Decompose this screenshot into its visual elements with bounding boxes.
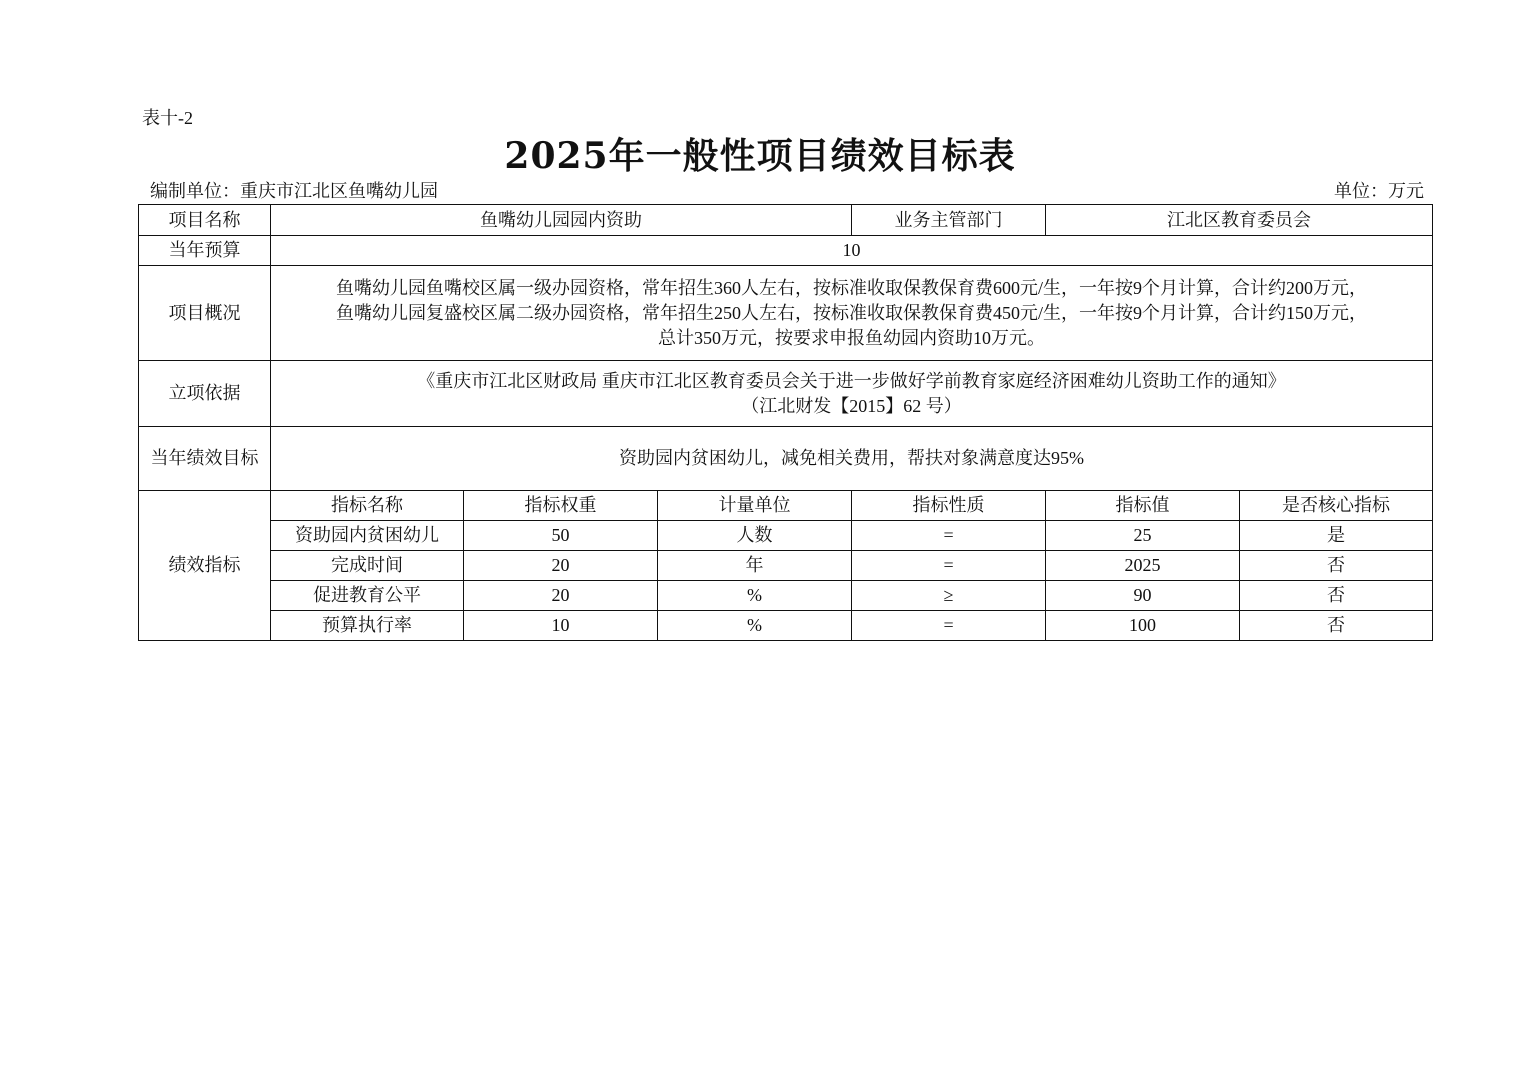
- indicator-value: 2025: [1046, 551, 1240, 581]
- budget-value: 10: [271, 236, 1433, 266]
- basis-value: [271, 361, 1433, 427]
- performance-table: [138, 204, 1433, 641]
- currency-unit: 单位：万元: [1334, 181, 1424, 201]
- basis-line: （江北财发【2015】62 号）: [741, 395, 962, 416]
- indicator-core: 否: [1240, 611, 1433, 641]
- overview-row: [139, 266, 1433, 361]
- overview-line: 总计350万元，按要求申报鱼幼园内资助10万元。: [658, 327, 1045, 348]
- indicator-header-row: [139, 491, 1433, 521]
- indicator-value: 90: [1046, 581, 1240, 611]
- header-cell: 是否核心指标: [1240, 491, 1433, 521]
- header-cell: 计量单位: [658, 491, 852, 521]
- indicator-unit: 人数: [658, 521, 852, 551]
- budget-row: [139, 236, 1433, 266]
- indicator-nature: =: [852, 521, 1046, 551]
- overview-line: 鱼嘴幼儿园鱼嘴校区属一级办园资格，常年招生360人左右，按标准收取保教保育费600元/生，一年按9个月计算，合计约200万元，: [336, 277, 1367, 298]
- indicator-unit: %: [658, 611, 852, 641]
- budget-label: 当年预算: [139, 236, 271, 266]
- goal-label: 当年绩效目标: [139, 427, 271, 491]
- header-cell: 指标值: [1046, 491, 1240, 521]
- indicator-row: [139, 581, 1433, 611]
- compiling-unit: 编制单位：重庆市江北区鱼嘴幼儿园: [150, 181, 438, 201]
- indicator-nature: =: [852, 551, 1046, 581]
- project-name-value: 鱼嘴幼儿园园内资助: [271, 205, 852, 236]
- overview-line: 鱼嘴幼儿园复盛校区属二级办园资格，常年招生250人左右，按标准收取保教保育费450元/生，一年按9个月计算，合计约150万元，: [336, 302, 1367, 323]
- indicator-core: 否: [1240, 551, 1433, 581]
- indicators-label: 绩效指标: [139, 491, 271, 641]
- indicator-name: 完成时间: [271, 551, 464, 581]
- header-cell: 指标权重: [464, 491, 658, 521]
- overview-value: [271, 266, 1433, 361]
- goal-value: 资助园内贫困幼儿，减免相关费用，帮扶对象满意度达95%: [271, 427, 1433, 491]
- indicator-core: 是: [1240, 521, 1433, 551]
- page-title: 2025年一般性项目绩效目标表: [504, 135, 1016, 177]
- dept-label: 业务主管部门: [852, 205, 1046, 236]
- basis-label: 立项依据: [139, 361, 271, 427]
- indicator-nature: =: [852, 611, 1046, 641]
- indicator-core: 否: [1240, 581, 1433, 611]
- indicator-unit: 年: [658, 551, 852, 581]
- indicator-unit: %: [658, 581, 852, 611]
- indicator-row: [139, 521, 1433, 551]
- project-name-row: [139, 205, 1433, 236]
- project-name-label: 项目名称: [139, 205, 271, 236]
- overview-label: 项目概况: [139, 266, 271, 361]
- indicator-value: 25: [1046, 521, 1240, 551]
- basis-row: [139, 361, 1433, 427]
- indicator-weight: 10: [464, 611, 658, 641]
- indicator-value: 100: [1046, 611, 1240, 641]
- indicator-name: 资助园内贫困幼儿: [271, 521, 464, 551]
- indicator-weight: 20: [464, 581, 658, 611]
- indicator-row: [139, 551, 1433, 581]
- indicator-weight: 50: [464, 521, 658, 551]
- indicator-weight: 20: [464, 551, 658, 581]
- header-cell: 指标性质: [852, 491, 1046, 521]
- indicator-row: [139, 611, 1433, 641]
- table-number: 表十-2: [142, 108, 193, 128]
- basis-line: 《重庆市江北区财政局 重庆市江北区教育委员会关于进一步做好学前教育家庭经济困难幼儿资助工作的通知》: [417, 370, 1286, 391]
- header-cell: 指标名称: [271, 491, 464, 521]
- indicator-name: 促进教育公平: [271, 581, 464, 611]
- dept-value: 江北区教育委员会: [1046, 205, 1433, 236]
- goal-row: [139, 427, 1433, 491]
- indicator-name: 预算执行率: [271, 611, 464, 641]
- indicator-nature: ≥: [852, 581, 1046, 611]
